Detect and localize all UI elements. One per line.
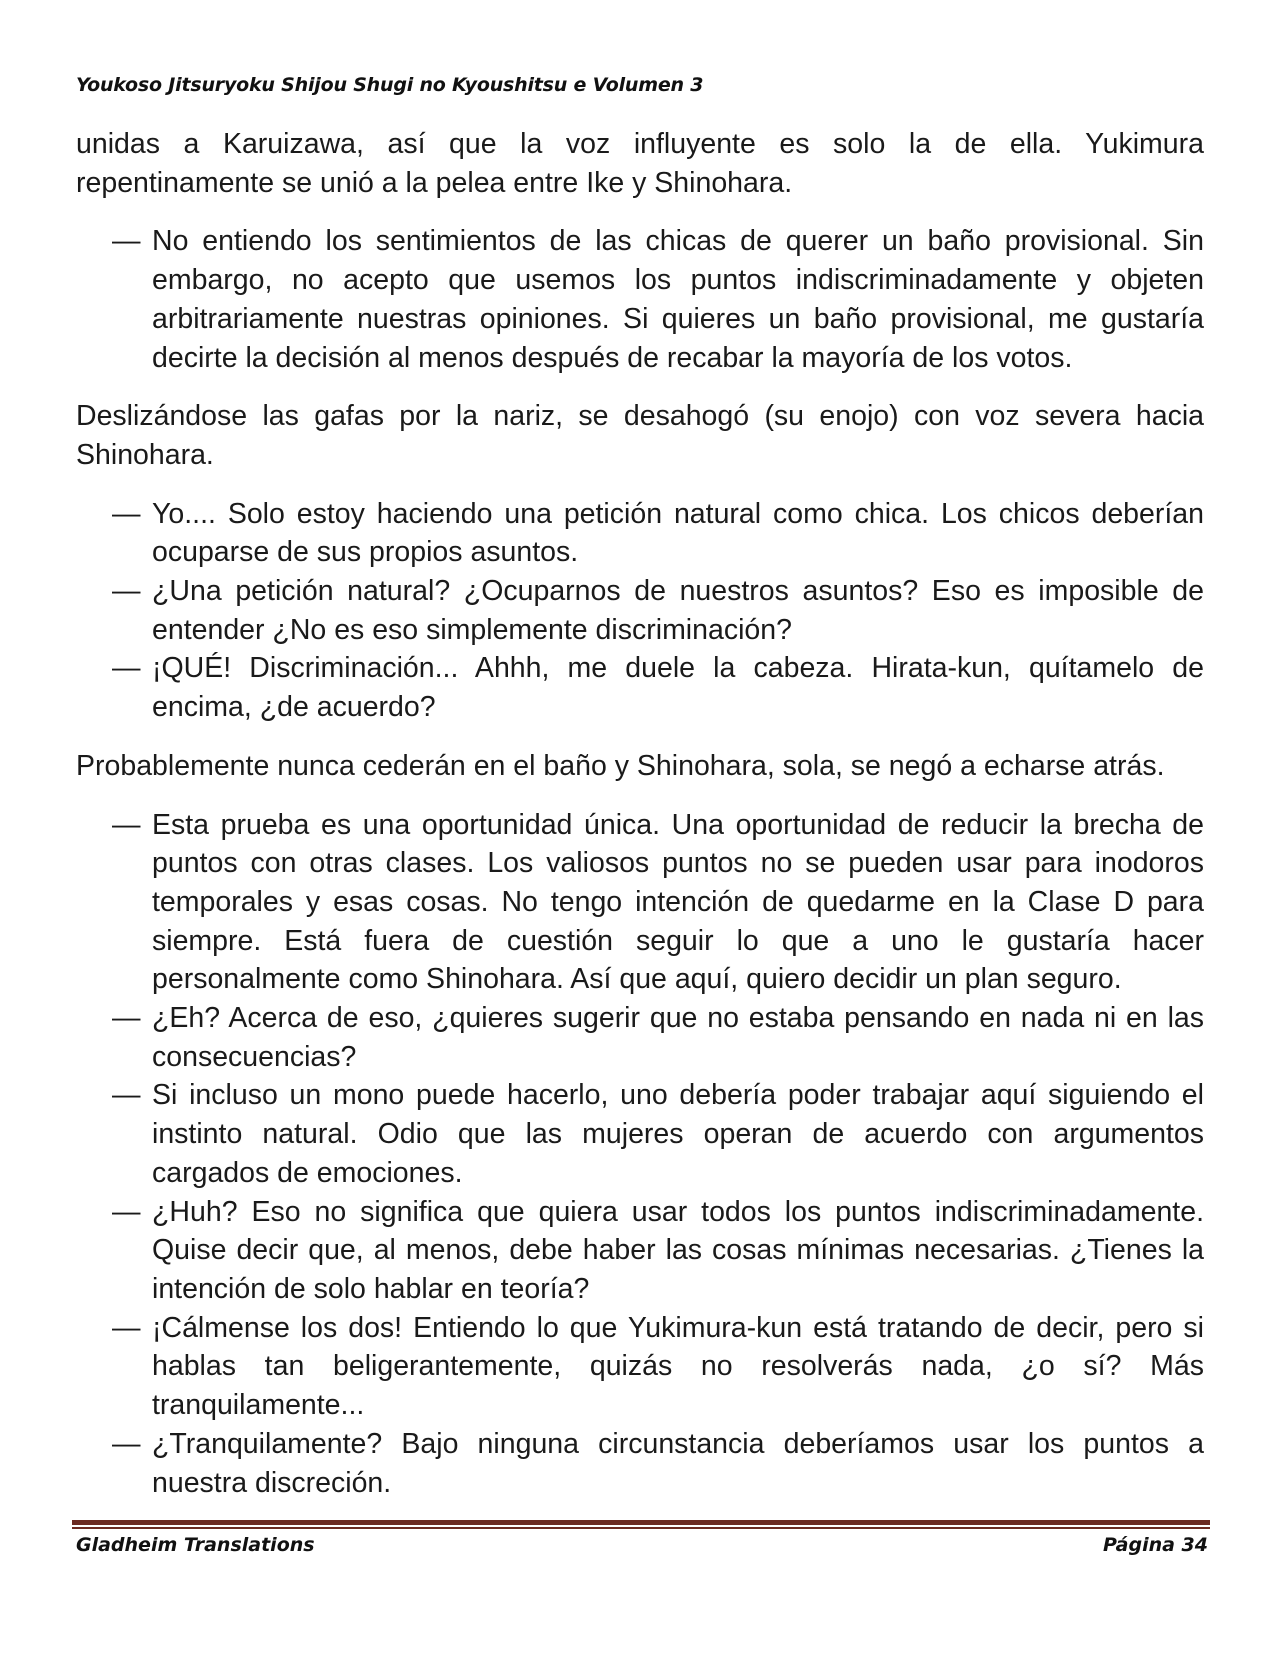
dialog-text: ¡Cálmense los dos! Entiendo lo que Yukimura-kun está tratando de decir, pero si hablas tan beligerantemente, quizás no resolverás nada, ¿o sí? Más tranquilamente... [152,1311,1204,1422]
paragraph: Deslizándose las gafas por la nariz, se desahogó (su enojo) con voz severa hacia Shinohara. [76,400,1204,471]
dash: — [112,652,141,685]
running-header: Youkoso Jitsuryoku Shijou Shugi no Kyoushitsu e Volumen 3 [76,74,704,96]
dialog-line [76,1076,1204,1192]
dialog-text: No entiendo los sentimientos de las chicas de querer un baño provisional. Sin embargo, no acepto que usemos los puntos indiscriminadamente y objeten arbitrariamente nuestras opiniones. Si quieres un baño provisional, me gustaría decirte la decisión al menos después de recabar la mayoría de los votos. [152,225,1204,374]
dialog-line [76,649,1204,726]
dialog-text: Si incluso un mono puede hacerlo, uno debería poder trabajar aquí siguiendo el instinto natural. Odio que las mujeres operan de acuerdo con argumentos cargados de emociones. [152,1079,1204,1189]
dialog-line [76,222,1204,377]
dash: — [112,1002,141,1035]
dialog-block [76,495,1204,727]
dash: — [112,497,141,530]
dialog-text: ¿Huh? Eso no significa que quiera usar todos los puntos indiscriminadamente. Quise decir que, al menos, debe haber las cosas mínimas necesarias. ¿Tienes la intención de solo hablar en teoría? [152,1195,1204,1305]
dialog-line [76,806,1204,1000]
dash: — [112,575,141,608]
dialog-line [76,1309,1204,1425]
footer-divider-thin [72,1527,1210,1529]
dialog-block [76,806,1204,1503]
dialog-line [76,495,1204,572]
paragraph: Probablemente nunca cederán en el baño y Shinohara, sola, se negó a echarse atrás. [76,749,1165,782]
page-body [76,125,1204,1522]
dialog-text: ¡QUÉ! Discriminación... Ahhh, me duele la cabeza. Hirata-kun, quítamelo de encima, ¿de acuerdo? [152,652,1204,724]
footer-divider-thick [72,1520,1210,1525]
dash: — [112,1427,141,1460]
dialog-text: ¿Una petición natural? ¿Ocuparnos de nuestros asuntos? Eso es imposible de entender ¿No es eso simplemente discriminación? [152,575,1204,646]
dialog-text: Esta prueba es una oportunidad única. Una oportunidad de reducir la brecha de puntos con otras clases. Los valiosos puntos no se pueden usar para inodoros temporales y esas cosas. No tengo intención de quedarme en la Clase D para siempre. Está fuera de cuestión seguir lo que a uno le gustaría hacer personalmente como Shinohara. Así que aquí, quiero decidir un plan seguro. [152,808,1204,996]
dialog-text: ¿Tranquilamente? Bajo ninguna circunstancia deberíamos usar los puntos a nuestra discreción. [152,1427,1204,1499]
dialog-line [76,1425,1204,1502]
dialog-line [76,999,1204,1076]
dash: — [112,225,141,258]
dash: — [112,1195,141,1228]
page-number: Página 34 [1102,1534,1208,1556]
dialog-text: Yo.... Solo estoy haciendo una petición natural como chica. Los chicos deberían ocuparse de sus propios asuntos. [152,497,1204,569]
footer-credit: Gladheim Translations [76,1534,315,1556]
dash: — [112,808,141,841]
dialog-block [76,222,1204,377]
dash: — [112,1079,141,1112]
dialog-text: ¿Eh? Acerca de eso, ¿quieres sugerir que no estaba pensando en nada ni en las consecuencias? [152,1002,1204,1073]
paragraph: unidas a Karuizawa, así que la voz influyente es solo la de ella. Yukimura repentinamente se unió a la pelea entre Ike y Shinohara. [76,128,1204,199]
dialog-line [76,572,1204,649]
dash: — [112,1311,141,1344]
dialog-line [76,1193,1204,1309]
